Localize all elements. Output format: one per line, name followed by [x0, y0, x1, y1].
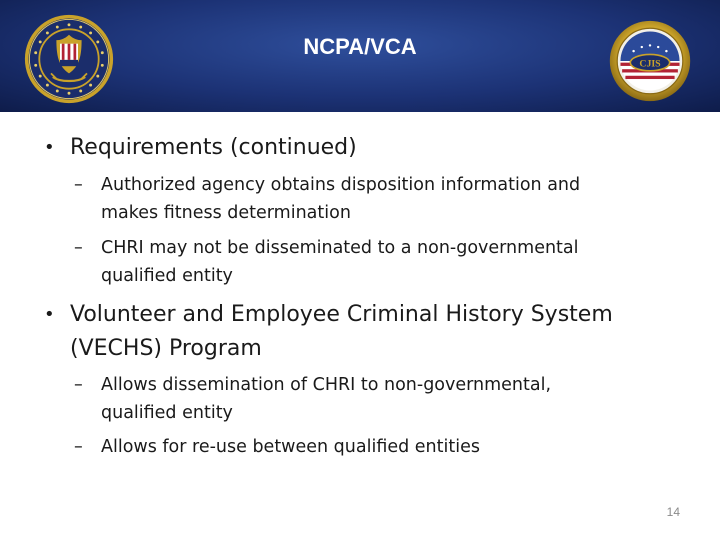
- page-number: 14: [666, 505, 680, 519]
- sub-bullet-1-1-line-1: Authorized agency obtains disposition information and: [101, 175, 581, 195]
- bullet-dot: •: [44, 304, 55, 325]
- sub-bullet-dash: –: [74, 238, 83, 258]
- sub-bullet-1-2-line-2: qualified entity: [101, 266, 233, 286]
- sub-bullet-dash: –: [74, 437, 83, 457]
- bullet-dot: •: [44, 137, 55, 158]
- bullet-2-text-line-1: Volunteer and Employee Criminal History System: [70, 302, 613, 327]
- sub-bullet-1-1-line-2: makes fitness determination: [101, 203, 351, 223]
- sub-bullet-2-1-line-1: Allows dissemination of CHRI to non-governmental,: [101, 375, 552, 395]
- svg-text:CJIS: CJIS: [639, 58, 661, 70]
- sub-bullet-2-1-line-2: qualified entity: [101, 403, 233, 423]
- slide-title: NCPA/VCA: [303, 34, 417, 59]
- sub-bullet-dash: –: [74, 375, 83, 395]
- sub-bullet-2-2-line-1: Allows for re-use between qualified entities: [101, 437, 480, 457]
- sub-bullet-1-2-line-1: CHRI may not be disseminated to a non-governmental: [101, 238, 579, 258]
- sub-bullet-dash: –: [74, 175, 83, 195]
- bullet-2-text-line-2: (VECHS) Program: [70, 336, 262, 361]
- bullet-1-text: Requirements (continued): [70, 135, 357, 160]
